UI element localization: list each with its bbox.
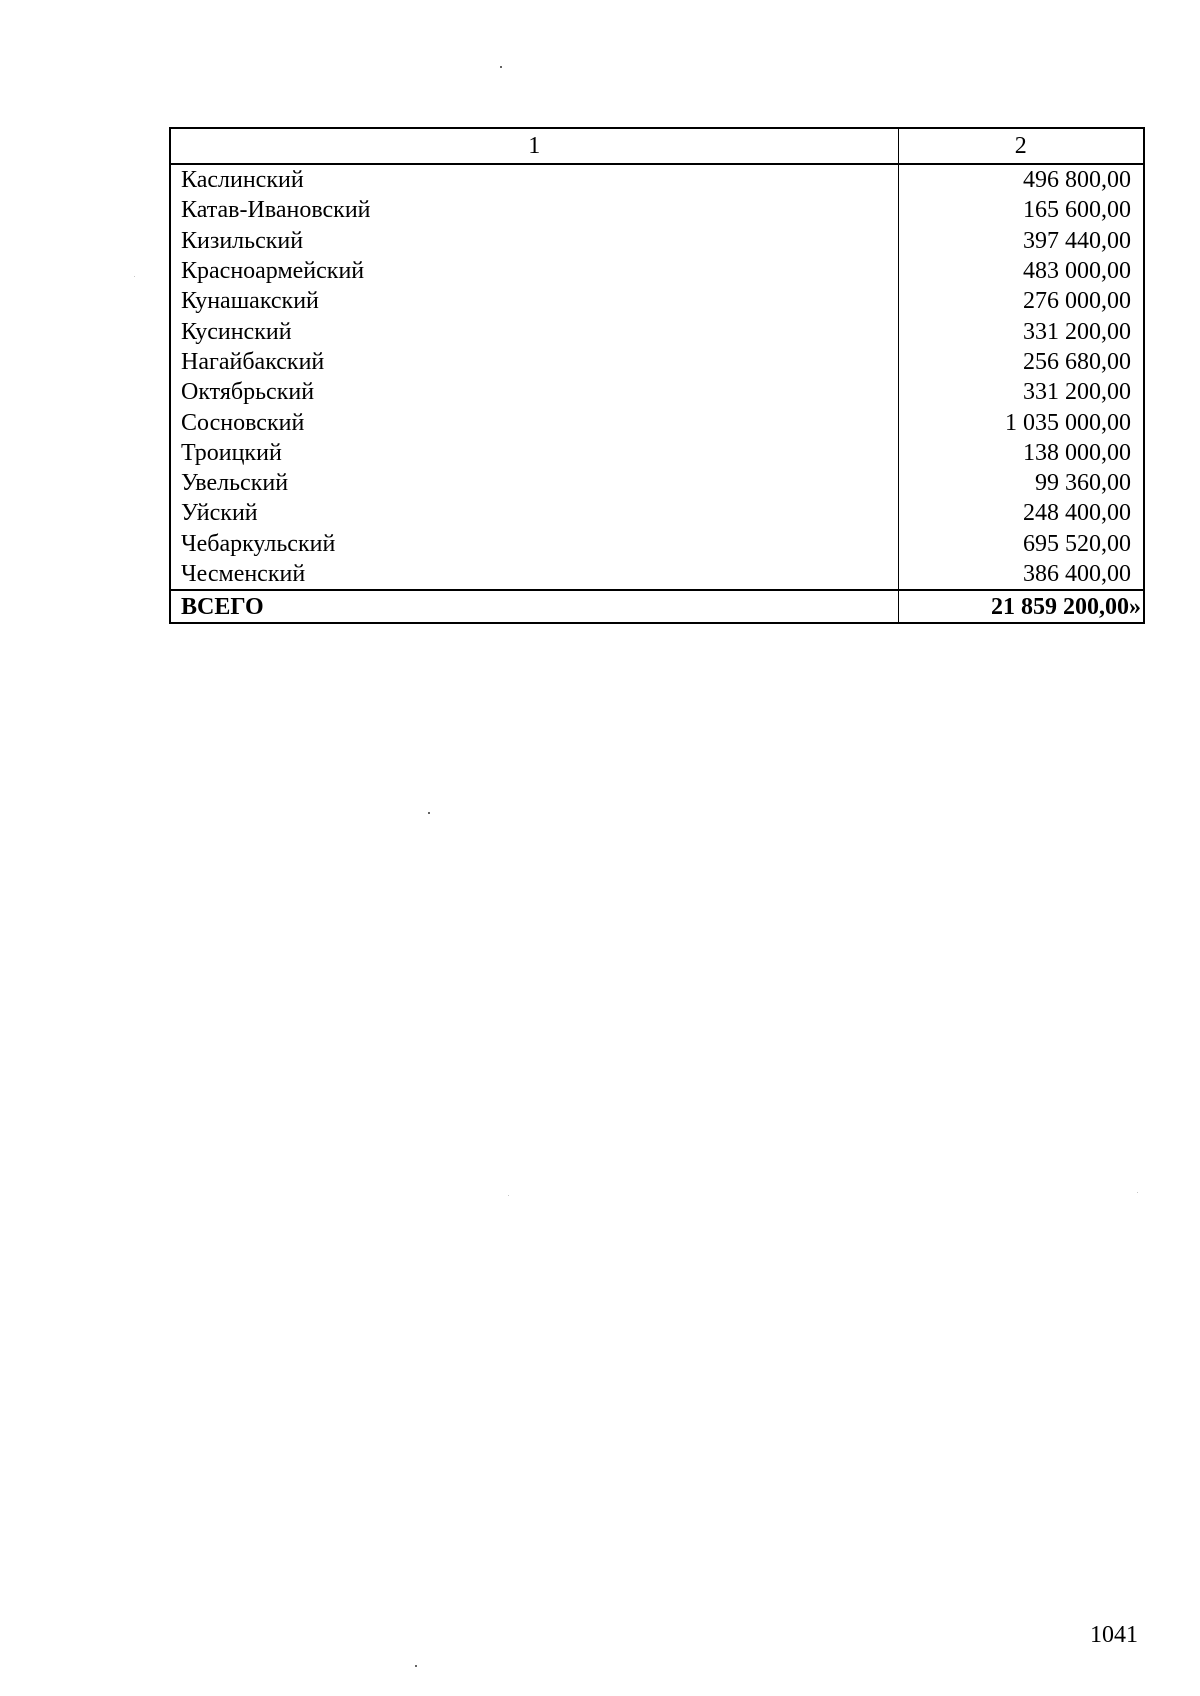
total-amount: 21 859 200,00» [898, 590, 1144, 623]
district-name: Увельский [170, 468, 898, 498]
district-name: Нагайбакский [170, 347, 898, 377]
district-amount: 397 440,00 [1023, 227, 1131, 254]
district-name: Катав-Ивановский [170, 195, 898, 225]
table-row [170, 377, 1144, 407]
district-amount: 1 035 000,00 [1005, 409, 1131, 436]
district-name: Чесменский [170, 559, 898, 590]
table-row [170, 316, 1144, 346]
table-header-row [170, 128, 1144, 164]
district-amount: 138 000,00 [1023, 439, 1131, 466]
table-row [170, 438, 1144, 468]
district-name: Сосновский [170, 407, 898, 437]
district-amount: 248 400,00 [1023, 500, 1131, 527]
district-name: Кусинский [170, 316, 898, 346]
table-row [170, 195, 1144, 225]
district-name: Красноармейский [170, 256, 898, 286]
district-amount: 331 200,00 [1023, 318, 1131, 345]
district-name: Каслинский [170, 164, 898, 195]
scan-speck [508, 1195, 509, 1196]
district-name: Чебаркульский [170, 529, 898, 559]
district-name: Кизильский [170, 226, 898, 256]
table-row [170, 164, 1144, 195]
district-amount: 99 360,00 [1035, 470, 1131, 497]
table-row [170, 498, 1144, 528]
district-name: Уйский [170, 498, 898, 528]
column-header-2: 2 [898, 128, 1144, 164]
table-row [170, 347, 1144, 377]
total-row [170, 590, 1144, 623]
district-amount: 165 600,00 [1023, 197, 1131, 224]
district-name: Октябрьский [170, 377, 898, 407]
district-name: Троицкий [170, 438, 898, 468]
scan-speck [1137, 1192, 1138, 1193]
district-amount: 483 000,00 [1023, 258, 1131, 285]
district-amount: 695 520,00 [1023, 530, 1131, 557]
column-header-1: 1 [170, 128, 898, 164]
district-amount: 331 200,00 [1023, 379, 1131, 406]
table-row [170, 559, 1144, 590]
table-body [170, 164, 1144, 623]
table-row [170, 256, 1144, 286]
scan-speck [428, 812, 430, 814]
district-amount: 386 400,00 [1023, 561, 1131, 587]
allocation-table [169, 127, 1145, 624]
table-row [170, 529, 1144, 559]
table-row [170, 286, 1144, 316]
table-row [170, 226, 1144, 256]
district-amount: 256 680,00 [1023, 348, 1131, 375]
total-label: ВСЕГО [170, 590, 898, 623]
scan-speck [134, 276, 135, 277]
scan-speck [415, 1665, 417, 1667]
district-name: Кунашакский [170, 286, 898, 316]
page-number: 1041 [1090, 1622, 1138, 1648]
district-amount: 276 000,00 [1023, 288, 1131, 315]
scan-speck [500, 66, 502, 68]
district-amount: 496 800,00 [1023, 167, 1131, 194]
table-row [170, 407, 1144, 437]
table-row [170, 468, 1144, 498]
